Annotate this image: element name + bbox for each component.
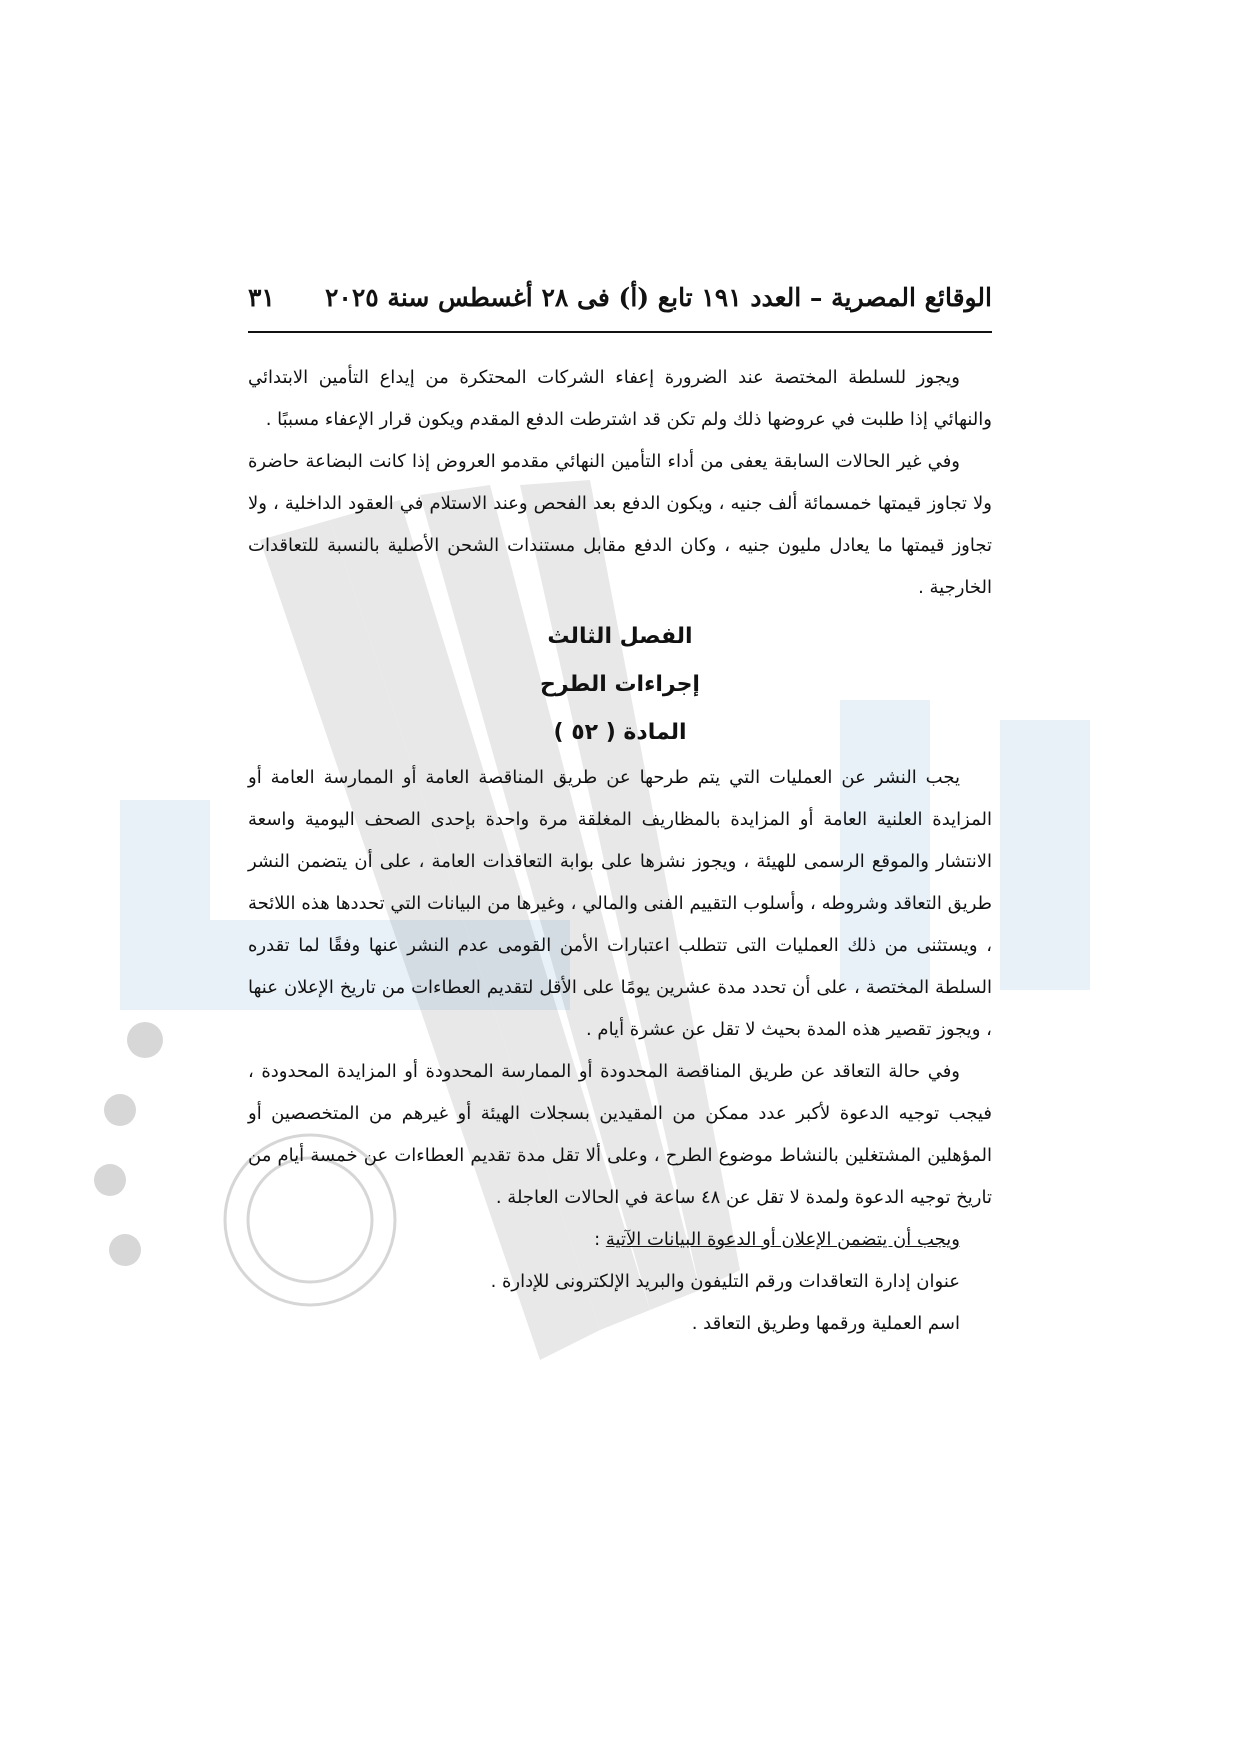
paragraph-announcement-contents: ويجب أن يتضمن الإعلان أو الدعوة البيانات الآتية : [594, 1229, 960, 1250]
article-heading: المادة ( ٥٢ ) [553, 720, 687, 745]
section-heading: إجراءات الطرح [540, 672, 700, 697]
list-item-operation-name: اسم العملية ورقمها وطريق التعاقد . [691, 1313, 960, 1334]
paragraph-final-insurance: وفي غير الحالات السابقة يعفى من أداء التأمين النهائي مقدمو العروض إذا كانت البضاعة حاضرة ولا تجاوز قيمتها خمسمائة ألف جنيه ، ويكون الدفع بعد الفحص وعند الاستلام في العقود الداخلية ، ولا تجاوز قيمتها ما يعادل مليون جنيه ، وكان الدفع مقابل مستندات الشحن الأصلية بالنسبة للتعاقدات الخارجية . [248, 451, 992, 598]
header-title: الوقائع المصرية – العدد ١٩١ تابع (أ) فى ٢٨ أغسطس سنة ٢٠٢٥ [325, 283, 992, 312]
watermark-dots [94, 1022, 163, 1266]
page-header [248, 283, 992, 312]
paragraph-publication: يجب النشر عن العمليات التي يتم طرحها عن طريق المناقصة العامة أو الممارسة العامة أو المزايدة العلنية العامة أو المزايدة بالمظاريف المغلقة مرة واحدة بإحدى الصحف اليومية واسعة الانتشار والموقع الرسمى للهيئة ، ويجوز نشرها على بوابة التعاقدات العامة ، على أن يتضمن النشر طريق التعاقد وشروطه ، وأسلوب التقييم الفنى والمالي ، وغيرها من البيانات التي تحددها هذه اللائحة ، ويستثنى من ذلك العمليات التى تتطلب اعتبارات الأمن القومى عدم النشر عنها وفقًا لما تقدره السلطة المختصة ، على أن تحدد مدة عشرين يومًا على الأقل لتقديم العطاءات من تاريخ الإعلان عنها ، ويجوز تقصير هذه المدة بحيث لا تقل عن عشرة أيام . [248, 767, 992, 1040]
paragraph-limited-tender: وفي حالة التعاقد عن طريق المناقصة المحدودة أو الممارسة المحدودة أو المزايدة المحدودة ، فيجب توجيه الدعوة لأكبر عدد ممكن من المقيدين بسجلات الهيئة أو غيرهم من المتخصصين أو المؤهلين المشتغلين بالنشاط موضوع الطرح ، وعلى ألا تقل مدة تقديم العطاءات عن خمسة أيام من تاريخ توجيه الدعوة ولمدة لا تقل عن ٤٨ ساعة في الحالات العاجلة . [248, 1061, 992, 1208]
page-number: ٣١ [248, 283, 275, 312]
header-rule [248, 331, 992, 333]
underlined-phrase: ويجب أن يتضمن الإعلان أو الدعوة البيانات الآتية [605, 1229, 960, 1250]
chapter-heading: الفصل الثالث [547, 624, 693, 649]
document-body [248, 357, 992, 1345]
list-item-contracts-address: عنوان إدارة التعاقدات ورقم التليفون والبريد الإلكترونى للإدارة . [490, 1271, 960, 1292]
paragraph-exemption: ويجوز للسلطة المختصة عند الضرورة إعفاء الشركات المحتكرة من إيداع التأمين الابتدائي والنهائي إذا طلبت في عروضها ذلك ولم تكن قد اشترطت الدفع المقدم ويكون قرار الإعفاء مسببًا . [248, 367, 992, 430]
